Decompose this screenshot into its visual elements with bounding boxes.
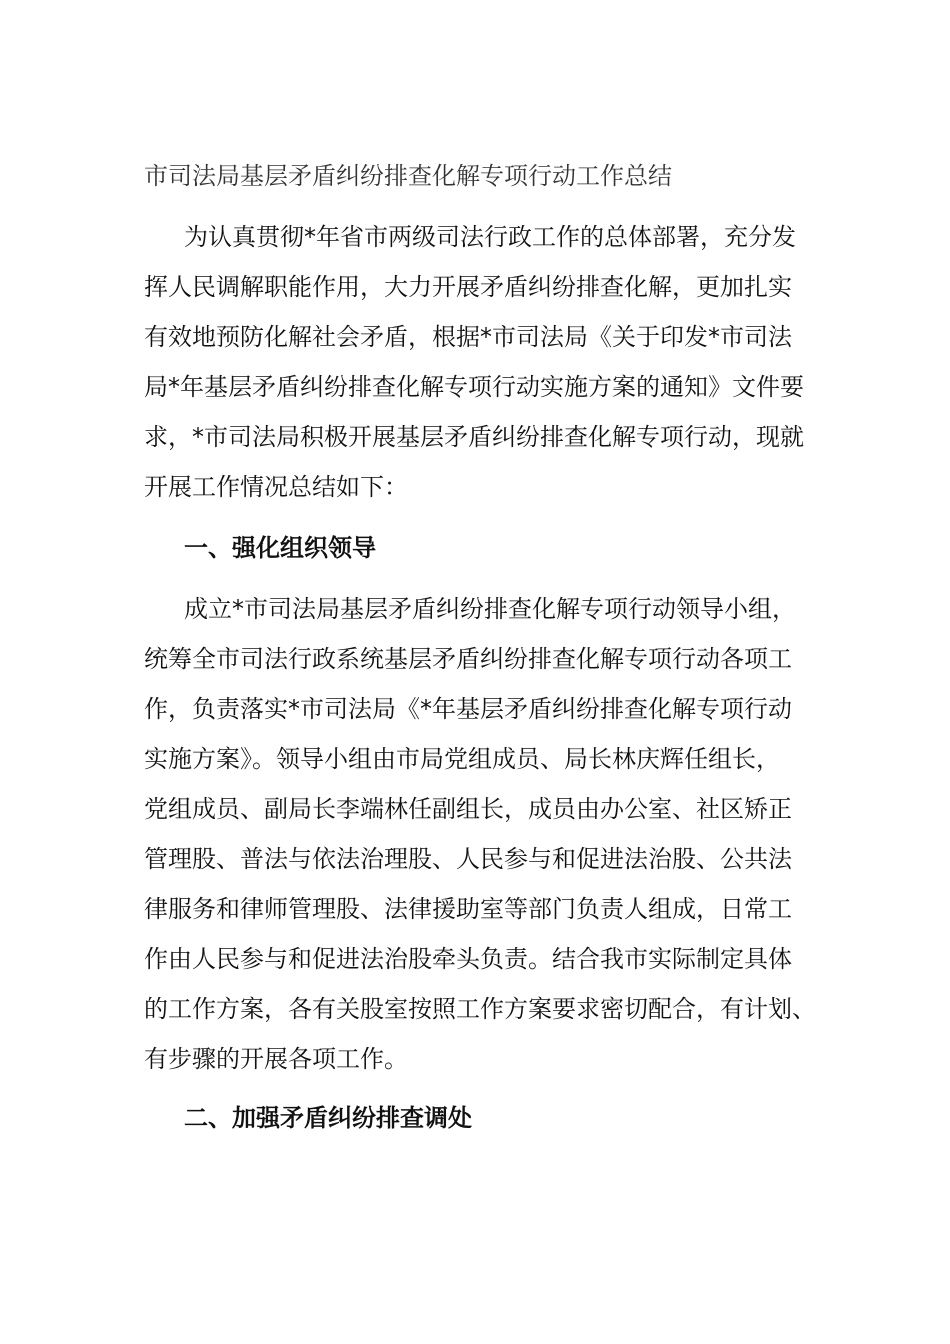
section-heading-2: 二、加强矛盾纠纷排查调处	[184, 1104, 472, 1132]
intro-line: 为认真贯彻*年省市两级司法行政工作的总体部署，充分发	[184, 223, 796, 251]
intro-paragraph	[144, 212, 824, 512]
intro-line: 求，*市司法局积极开展基层矛盾纠纷排查化解专项行动，现就	[144, 423, 804, 451]
section1-line: 成立*市司法局基层矛盾纠纷排查化解专项行动领导小组，	[184, 595, 796, 623]
intro-line: 开展工作情况总结如下：	[144, 473, 408, 501]
section1-line: 有步骤的开展各项工作。	[144, 1045, 408, 1073]
section1-line: 统筹全市司法行政系统基层矛盾纠纷排查化解专项行动各项工	[144, 645, 792, 673]
section-heading-1: 一、强化组织领导	[184, 534, 376, 562]
section1-line: 律服务和律师管理股、法律援助室等部门负责人组成，日常工	[144, 895, 792, 923]
section1-line: 作，负责落实*市司法局《*年基层矛盾纠纷排查化解专项行动	[144, 695, 792, 723]
section1-line: 作由人民参与和促进法治股牵头负责。结合我市实际制定具体	[144, 945, 792, 973]
section1-line: 的工作方案，各有关股室按照工作方案要求密切配合，有计划、	[144, 995, 816, 1023]
section1-paragraph	[144, 584, 824, 1084]
section1-line: 管理股、普法与依法治理股、人民参与和促进法治股、公共法	[144, 845, 792, 873]
section1-line: 实施方案》。领导小组由市局党组成员、局长林庆辉任组长，	[144, 745, 780, 773]
intro-line: 挥人民调解职能作用，大力开展矛盾纠纷排查化解，更加扎实	[144, 273, 792, 301]
intro-line: 有效地预防化解社会矛盾，根据*市司法局《关于印发*市司法	[144, 323, 792, 351]
section1-line: 党组成员、副局长李端林任副组长，成员由办公室、社区矫正	[144, 795, 792, 823]
document-title: 市司法局基层矛盾纠纷排查化解专项行动工作总结	[144, 162, 672, 190]
intro-line: 局*年基层矛盾纠纷排查化解专项行动实施方案的通知》文件要	[144, 373, 804, 401]
